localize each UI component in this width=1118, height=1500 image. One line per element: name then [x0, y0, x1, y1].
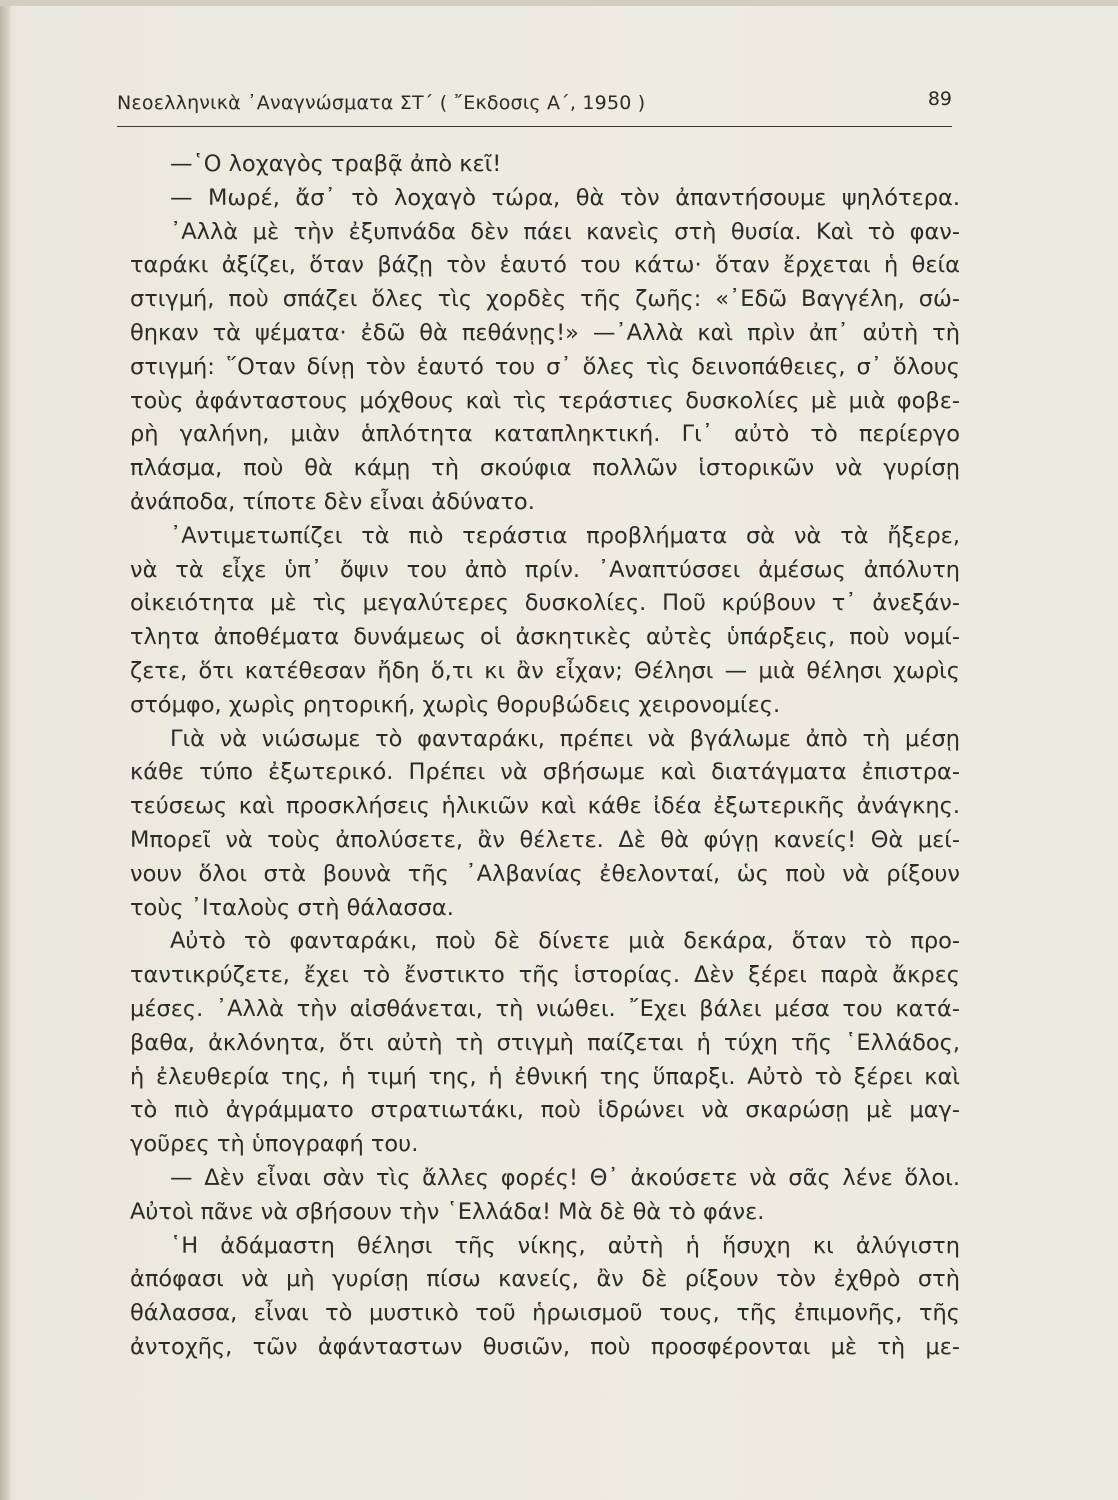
- text-line: τοὺς ᾿Ιταλοὺς στὴ θάλασσα.: [130, 894, 454, 921]
- text-line: τοὺς ἀφάνταστους μόχθους καὶ τὶς τεράστιες δυσκολίες μὲ μιὰ φοβε-: [130, 387, 960, 414]
- text-line: ᾿Αλλὰ μὲ τὴν ἐξυπνάδα δὲν πάει κανεὶς στὴ θυσία. Καὶ τὸ φαν-: [170, 218, 960, 245]
- text-line: Αὐτὸ τὸ φανταράκι, ποὺ δὲ δίνετε μιὰ δεκάρα, ὅταν τὸ προ-: [170, 928, 960, 955]
- page-top-edge: [0, 0, 1118, 6]
- text-line: ζετε, ὅτι κατέθεσαν ἤδη ὅ,τι κι ἂν εἶχαν; Θέλησι — μιὰ θέλησι χωρὶς: [130, 657, 960, 684]
- text-line: νὰ τὰ εἶχε ὑπ᾿ ὄψιν του ἀπὸ πρίν. ᾿Αναπτύσσει ἀμέσως ἀπόλυτη: [130, 556, 960, 583]
- body-text: [130, 148, 960, 1365]
- text-line: ἡ ἐλευθερία της, ἡ τιμή της, ἡ ἐθνική της ὕπαρξι. Αὐτὸ τὸ ξέρει καὶ: [130, 1063, 960, 1090]
- text-line: θηκαν τὰ ψέματα· ἐδῶ θὰ πεθάνῃς!» —᾿Αλλὰ καὶ πρὶν ἀπ᾿ αὐτὴ τὴ: [130, 319, 960, 346]
- text-line: — Μωρέ, ἄσ᾿ τὸ λοχαγὸ τώρα, θὰ τὸν ἀπαντήσουμε ψηλότερα.: [170, 184, 960, 211]
- text-line: μέσες. ᾿Αλλὰ τὴν αἰσθάνεται, τὴ νιώθει. ῎Εχει βάλει μέσα του κατά-: [130, 995, 960, 1022]
- text-line: —῾Ο λοχαγὸς τραβᾷ ἀπὸ κεῖ!: [170, 151, 502, 177]
- text-line: στόμφο, χωρὶς ρητορική, χωρὶς θορυβώδεις χειρονομίες.: [130, 691, 781, 718]
- text-line: ᾿Αντιμετωπίζει τὰ πιὸ τεράστια προβλήματα σὰ νὰ τὰ ἤξερε,: [170, 522, 960, 549]
- page-header: [117, 86, 952, 127]
- text-line: τλητα ἀποθέματα δυνάμεως οἱ ἀσκητικὲς αὐτὲς ὑπάρξεις, ποὺ νομί-: [130, 624, 960, 651]
- text-line: Γιὰ νὰ νιώσωμε τὸ φανταράκι, πρέπει νὰ βγάλωμε ἀπὸ τὴ μέσῃ: [170, 725, 960, 752]
- text-line: γοῦρες τὴ ὑπογραφή του.: [130, 1131, 419, 1158]
- text-line: ταράκι ἀξίζει, ὅταν βάζῃ τὸν ἑαυτό του κάτω· ὅταν ἔρχεται ἡ θεία: [130, 252, 960, 279]
- text-line: οἰκειότητα μὲ τὶς μεγαλύτερες δυσκολίες. Ποῦ κρύβουν τ᾿ ἀνεξάν-: [130, 590, 960, 617]
- text-line: στιγμή: ῞Οταν δίνῃ τὸν ἑαυτό του σ᾿ ὅλες τὶς δεινοπάθειες, σ᾿ ὅλους: [130, 353, 960, 380]
- text-line: κάθε τύπο ἐξωτερικό. Πρέπει νὰ σβήσωμε καὶ διατάγματα ἐπιστρα-: [130, 759, 960, 786]
- text-line: τὸ πιὸ ἀγράμματο στρατιωτάκι, ποὺ ἱδρώνει νὰ σκαρώσῃ μὲ μαγ-: [130, 1097, 960, 1124]
- text-line: ἀπόφασι νὰ μὴ γυρίσῃ πίσω κανείς, ἂν δὲ ρίξουν τὸν ἐχθρὸ στὴ: [130, 1266, 960, 1293]
- text-line: βαθα, ἀκλόνητα, ὅτι αὐτὴ τὴ στιγμὴ παίζεται ἡ τύχη τῆς ῾Ελλάδος,: [130, 1029, 960, 1056]
- text-line: ταντικρύζετε, ἔχει τὸ ἔνστικτο τῆς ἱστορίας. Δὲν ξέρει παρὰ ἄκρες: [130, 962, 960, 989]
- page-binding-edge: [0, 0, 10, 1500]
- text-line: ἀντοχῆς, τῶν ἀφάνταστων θυσιῶν, ποὺ προσφέρονται μὲ τὴ με-: [130, 1333, 960, 1360]
- text-line: ῾Η ἀδάμαστη θέλησι τῆς νίκης, αὐτὴ ἡ ἥσυχη κι ἀλύγιστη: [170, 1232, 960, 1259]
- text-line: νουν ὅλοι στὰ βουνὰ τῆς ᾿Αλβανίας ἐθελονταί, ὡς ποὺ νὰ ρίξουν: [130, 860, 960, 887]
- text-line: ρὴ γαλήνη, μιὰν ἁπλότητα καταπληκτική. Γι᾿ αὐτὸ τὸ περίεργο: [130, 421, 960, 448]
- text-line: τεύσεως καὶ προσκλήσεις ἡλικιῶν καὶ κάθε ἰδέα ἐξωτερικῆς ἀνάγκης.: [130, 793, 960, 820]
- text-line: θάλασσα, εἶναι τὸ μυστικὸ τοῦ ἡρωισμοῦ τους, τῆς ἐπιμονῆς, τῆς: [130, 1300, 960, 1327]
- text-line: Αὐτοὶ πᾶνε νὰ σβήσουν τὴν ῾Ελλάδα! Μὰ δὲ θὰ τὸ φάνε.: [130, 1198, 765, 1225]
- text-line: στιγμή, ποὺ σπάζει ὅλες τὶς χορδὲς τῆς ζωῆς: «᾿Εδῶ Βαγγέλη, σώ-: [130, 286, 960, 313]
- text-line: Μπορεῖ νὰ τοὺς ἀπολύσετε, ἂν θέλετε. Δὲ θὰ φύγῃ κανείς! Θὰ μεί-: [130, 826, 960, 853]
- page-number: 89: [927, 88, 952, 110]
- text-line: — Δὲν εἶναι σὰν τὶς ἄλλες φορές! Θ᾿ ἀκούσετε νὰ σᾶς λένε ὅλοι.: [170, 1164, 960, 1191]
- running-title: Νεοελληνικὰ ᾿Αναγνώσματα ΣΤ΄ ( ῎Εκδοσις Α΄, 1950 ): [117, 92, 646, 114]
- text-line: πλάσμα, ποὺ θὰ κάμῃ τὴ σκούφια πολλῶν ἱστορικῶν νὰ γυρίσῃ: [130, 455, 960, 482]
- text-line: ἀνάποδα, τίποτε δὲν εἶναι ἀδύνατο.: [130, 488, 535, 515]
